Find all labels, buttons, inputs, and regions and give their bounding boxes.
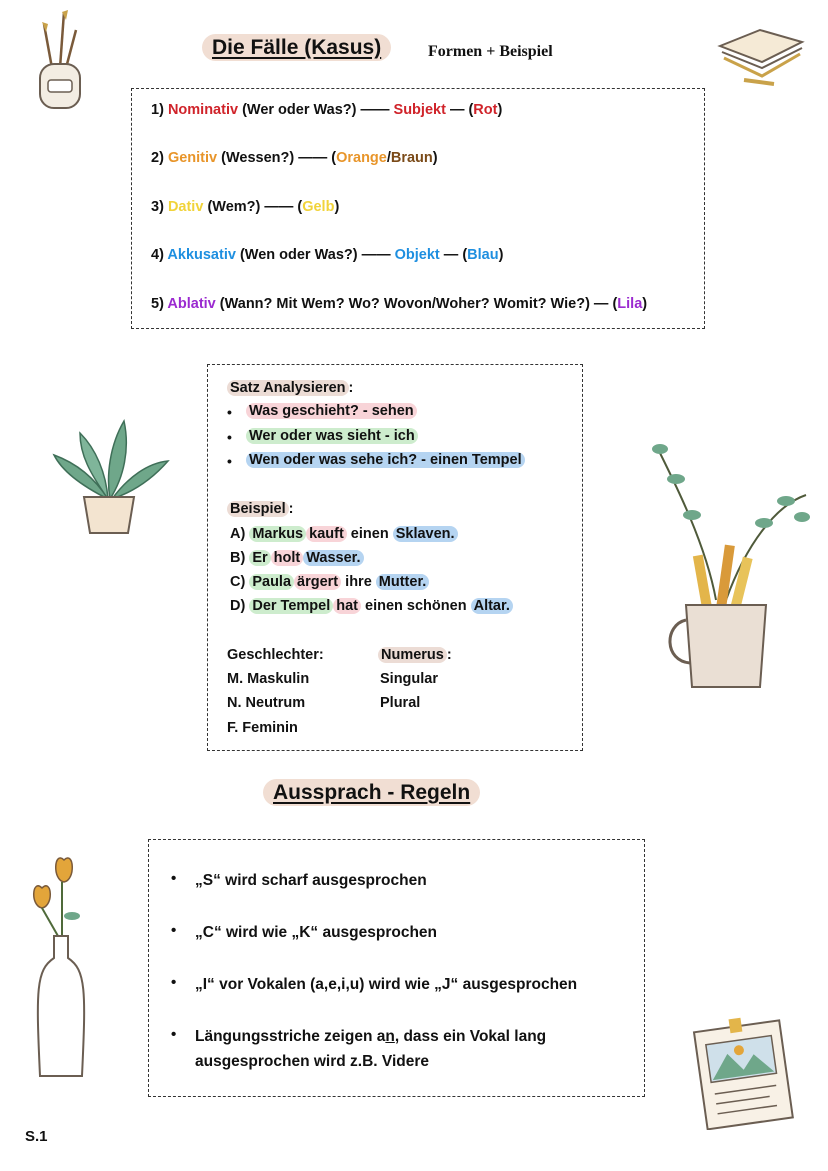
example-object: Mutter.	[376, 574, 430, 590]
case-close: )	[642, 296, 648, 312]
analysis-heading-colon: :	[348, 380, 354, 396]
case-close: )	[497, 102, 503, 118]
numerus-item: Plural	[380, 695, 421, 711]
example-label: D)	[230, 598, 246, 614]
case-close: )	[498, 247, 504, 263]
numerus-heading-text: Numerus	[378, 647, 447, 663]
case-color-label-brown: Braun	[390, 150, 433, 166]
example-subject: Markus	[249, 526, 306, 542]
case-name: Akkusativ	[167, 247, 236, 263]
bullet-dot: •	[227, 404, 232, 420]
open-book-illustration	[714, 14, 808, 88]
numerus-item: Singular	[380, 671, 439, 687]
pronunciation-rule-length	[195, 1024, 625, 1074]
example-verb: holt	[271, 550, 304, 566]
example-c	[230, 574, 429, 590]
analysis-bullet-text: Was geschieht? - sehen	[246, 403, 417, 419]
analysis-bullet-verb	[246, 403, 417, 419]
pronunciation-rule-c: „C“ wird wie „K“ ausgesprochen	[195, 924, 438, 941]
gender-item: F. Feminin	[227, 720, 298, 736]
case-color-label: Blau	[467, 247, 499, 263]
gender-item: N. Neutrum	[227, 695, 306, 711]
example-middle: einen	[346, 526, 393, 542]
gender-item: M. Maskulin	[227, 671, 310, 687]
page-number: S.1	[25, 1128, 48, 1145]
case-color-label: Gelb	[302, 199, 335, 215]
example-object: Wasser.	[303, 550, 363, 566]
examples-heading-colon: :	[288, 501, 294, 517]
case-color-label: Rot	[473, 102, 498, 118]
bullet-dot: •	[171, 870, 177, 887]
example-label: B)	[230, 550, 246, 566]
rule-text-part: Längungsstriche zeigen a	[195, 1028, 386, 1045]
case-separator: — (	[449, 102, 474, 118]
example-verb: hat	[333, 598, 361, 614]
example-object: Sklaven.	[393, 526, 458, 542]
pronunciation-title-text: Aussprach - Regeln	[263, 779, 480, 806]
case-ablativ	[151, 296, 647, 312]
case-number: 5)	[151, 296, 164, 312]
analysis-bullet-text: Wen oder was sehe ich? - einen Tempel	[246, 452, 525, 468]
case-separator: — (	[443, 247, 468, 263]
bullet-dot: •	[171, 1026, 177, 1043]
case-dativ	[151, 199, 339, 215]
case-color-label-orange: Orange	[336, 150, 387, 166]
numerus-heading	[378, 647, 452, 663]
example-verb: kauft	[306, 526, 347, 542]
example-subject: Der Tempel	[249, 598, 333, 614]
plant-pencil-cup-illustration	[636, 425, 816, 695]
case-question: (Wen oder Was?) ——	[239, 247, 391, 263]
analysis-bullet-text: Wer oder was sieht - ich	[246, 428, 418, 444]
case-number: 2)	[151, 150, 164, 166]
bullet-dot: •	[227, 429, 232, 445]
flower-vase-illustration	[24, 840, 94, 1082]
example-middle: ihre	[341, 574, 376, 590]
case-name: Genitiv	[167, 150, 218, 166]
case-role: Subjekt	[393, 102, 446, 118]
rule-text-marked: n	[385, 1028, 395, 1045]
case-number: 3)	[151, 199, 164, 215]
rule-text-line2: ausgesprochen wird z.B. Videre	[195, 1053, 430, 1070]
examples-heading-text: Beispiel	[227, 501, 289, 517]
genders-heading: Geschlechter:	[227, 647, 324, 663]
numerus-heading-colon: :	[446, 647, 452, 663]
example-object: Altar.	[471, 598, 513, 614]
case-question: (Wann? Mit Wem? Wo? Wovon/Woher? Womit? Wie?) — (	[219, 296, 618, 312]
case-name: Dativ	[167, 199, 204, 215]
rule-text-part: , dass ein Vokal lang	[394, 1028, 547, 1045]
page-title-text: Die Fälle (Kasus)	[202, 34, 391, 61]
case-color-label: Lila	[617, 296, 643, 312]
case-role: Objekt	[394, 247, 440, 263]
case-genitiv	[151, 150, 438, 166]
potted-plant-illustration	[50, 415, 170, 537]
photo-card-illustration	[686, 1012, 798, 1130]
example-b	[230, 550, 364, 566]
example-subject: Paula	[249, 574, 294, 590]
bullet-dot: •	[227, 453, 232, 469]
analysis-bullet-subject	[246, 428, 418, 444]
example-subject: Er	[249, 550, 270, 566]
case-number: 4)	[151, 247, 164, 263]
analysis-heading-text: Satz Analysieren	[227, 380, 349, 396]
bullet-dot: •	[171, 922, 177, 939]
example-label: A)	[230, 526, 246, 542]
pronunciation-rule-s: „S“ wird scharf ausgesprochen	[195, 872, 427, 889]
case-akkusativ	[151, 247, 503, 263]
case-name: Ablativ	[167, 296, 216, 312]
analysis-heading	[227, 380, 353, 396]
page-title	[202, 36, 391, 60]
case-nominativ	[151, 102, 502, 118]
example-label: C)	[230, 574, 246, 590]
brush-jar-illustration	[36, 8, 84, 112]
case-close: )	[432, 150, 438, 166]
case-slash: /	[386, 150, 391, 166]
example-a	[230, 526, 458, 542]
page-subtitle: Formen + Beispiel	[428, 43, 553, 60]
case-question: (Wessen?) —— (	[221, 150, 337, 166]
case-name: Nominativ	[167, 102, 239, 118]
example-middle: einen schönen	[361, 598, 471, 614]
pronunciation-title	[263, 781, 480, 805]
case-question: (Wer oder Was?) ——	[242, 102, 390, 118]
example-d	[230, 598, 513, 614]
example-verb: ärgert	[294, 574, 341, 590]
examples-heading	[227, 501, 293, 517]
bullet-dot: •	[171, 974, 177, 991]
pronunciation-rule-i: „I“ vor Vokalen (a,e,i,u) wird wie „J“ ausgesprochen	[195, 976, 578, 993]
case-question: (Wem?) —— (	[207, 199, 303, 215]
analysis-bullet-object	[246, 452, 525, 468]
case-number: 1)	[151, 102, 164, 118]
case-close: )	[334, 199, 340, 215]
